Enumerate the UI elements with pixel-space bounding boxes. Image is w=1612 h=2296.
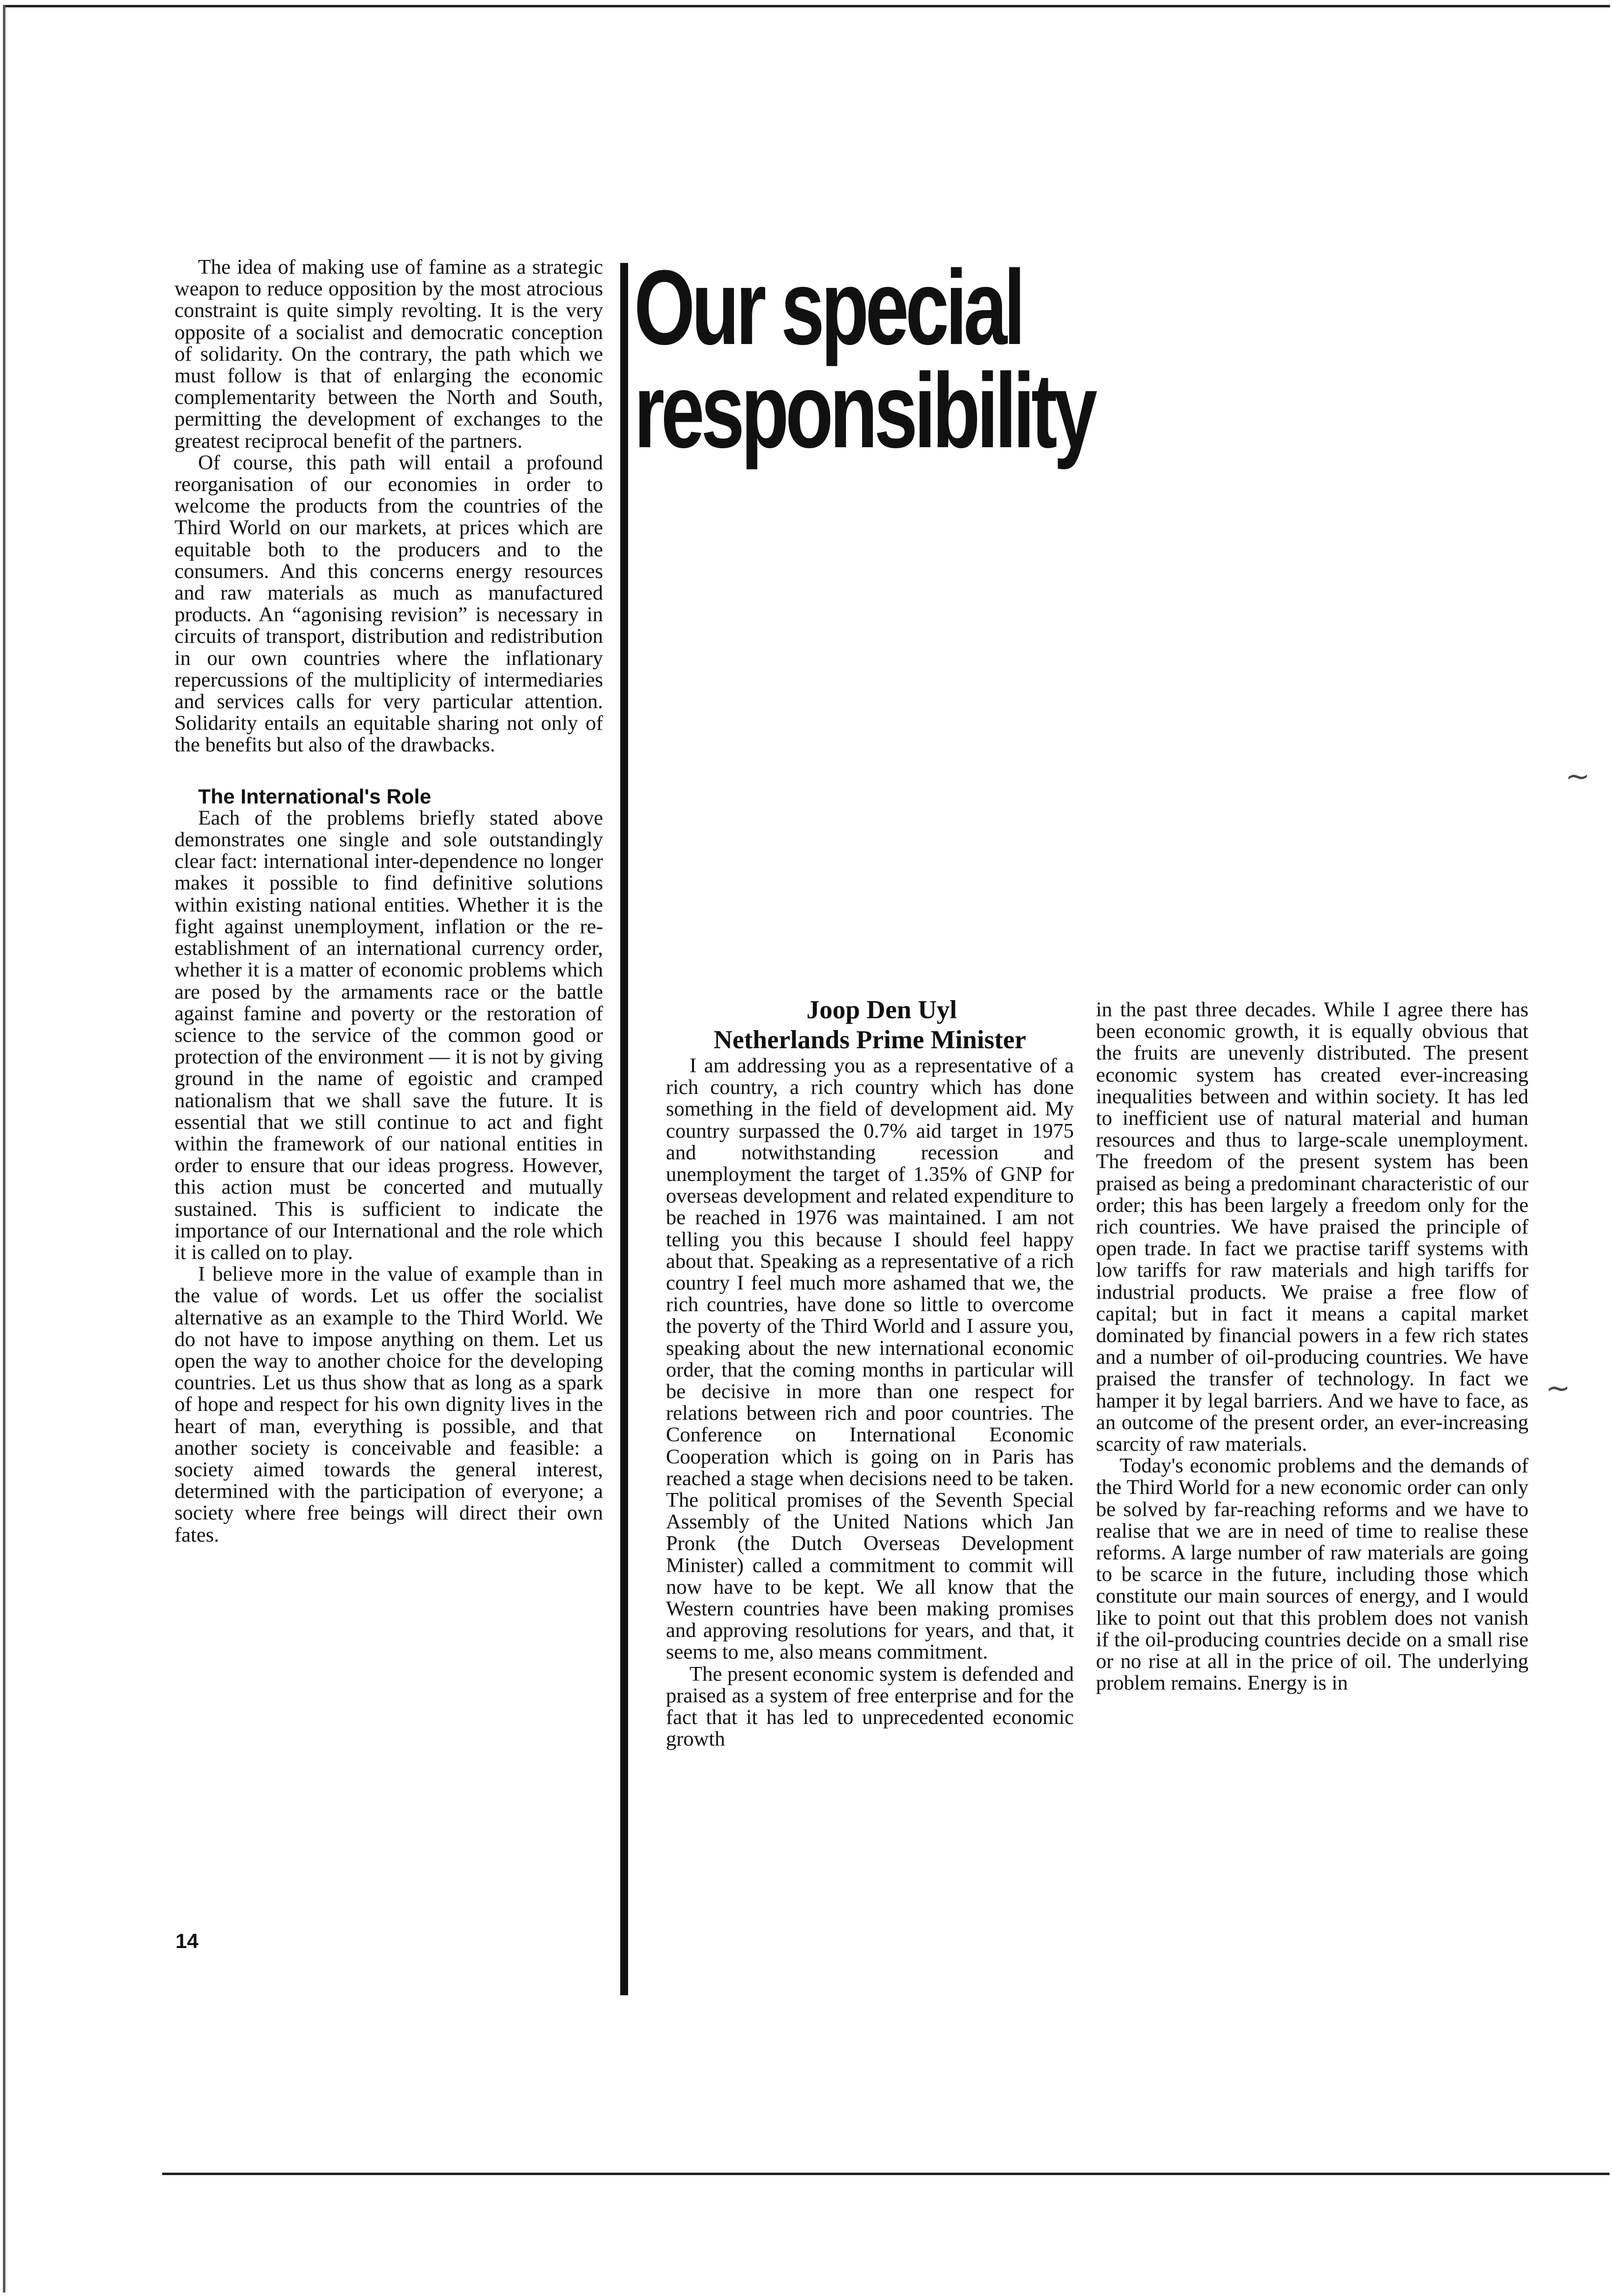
title-line-1: Our special (634, 248, 1022, 367)
col2-paragraph-2: The present economic system is defended and praised as a system of free enterprise and for the fact that it has led to unprecedented economic growth (666, 1662, 1074, 1751)
section-heading: The International's Role (198, 784, 432, 808)
page-number: 14 (175, 1929, 199, 1952)
byline-name: Joop Den Uyl (806, 996, 957, 1024)
col3-paragraph-1: in the past three decades. While I agree there has been economic growth, it is equally obvious that the fruits are unevenly distributed. The present economic system has created ever-increasing inequalities between and within society. It has led to inefficient use of natural material and human resources and thus to large-scale unemployment. The freedom of the present system has been praised as being a predominant characteristic of our order; this has been largely a freedom only for the rich countries. We have praised the principle of open trade. In fact we practise tariff systems with low tariffs for raw materials and high tariffs for industrial products. We praise a free flow of capital; but in fact it means a capital market dominated by financial powers in a few rich states and a number of oil-producing countries. We have praised the transfer of technology. In fact we hamper it by legal barriers. And we have to face, as an outcome of the present order, an ever-increasing scarcity of raw materials. (1096, 998, 1528, 1456)
left-column (174, 257, 603, 1546)
scan-mark: ~ (1546, 1371, 1571, 1406)
scan-border-top (3, 5, 1610, 7)
col2-paragraph-1: I am addressing you as a representative of a rich country, a rich country which has done something in the field of development aid. My country surpassed the 0.7% aid target in 1975 and notwithstanding recession and unemployment the target of 1.35% of GNP for overseas development and related expenditure to be reached in 1976 was maintained. I am not telling you this because I should feel happy about that. Speaking as a representative of a rich country I feel much more ashamed that we, the rich countries, have done so little to overcome the poverty of the Third World and I assure you, speaking about the new international economic order, that the coming months in particular will be decisive in more than one respect for relations between rich and poor countries. The Conference on International Economic Cooperation which is going on in Paris has reached a stage when decisions need to be taken. The political promises of the Seventh Special Assembly of the United Nations which Jan Pronk (the Dutch Overseas Development Minister) called a commitment to commit will now have to be kept. We all know that the Western countries have been making promises and approving resolutions for years, and that, it seems to me, also means commitment. (666, 1054, 1074, 1664)
scan-mark: ~ (1565, 759, 1590, 794)
footer-rule (162, 2173, 1610, 2175)
col3-paragraph-2: Today's economic problems and the demands of the Third World for a new economic order can only be solved by far-reaching reforms and we have to realise that we are in need of time to realise these reforms. A large number of raw materials are going to be scarce in the future, including those which constitute our main sources of energy, and I would like to point out that this problem does not vanish if the oil-producing countries decide on a small rise or no rise at all in the price of oil. The underlying problem remains. Energy is in (1096, 1454, 1528, 1695)
scan-border-left (3, 5, 5, 2293)
column-divider-bar (620, 263, 628, 1995)
title-line-2: responsibility (634, 351, 1094, 470)
col1-paragraph-2: Of course, this path will entail a profound reorganisation of our economies in order to welcome the products from the countries of the Third World on our markets, at prices which are equitable both to the producers and to the consumers. And this concerns energy resources and raw materials as much as manufactured products. An “agonising revision” is necessary in circuits of transport, distribution and redistribution in our own countries where the inflationary repercussions of the multiplicity of intermediaries and services calls for very particular attention. Solidarity entails an equitable sharing not only of the benefits but also of the drawbacks. (174, 451, 603, 757)
col1-paragraph-4: I believe more in the value of example than in the value of words. Let us offer the socialist alternative as an example to the Third World. We do not have to impose anything on them. Let us open the way to another choice for the developing countries. Let us thus show that as long as a spark of hope and respect for his own dignity lives in the heart of man, everything is possible, and that another society is conceivable and feasible: a society aimed towards the general interest, determined with the participation of everyone; a society where free beings will direct their own fates. (174, 1263, 603, 1547)
section-gap (174, 756, 603, 786)
byline-title: Netherlands Prime Minister (714, 1026, 1026, 1054)
col1-paragraph-3: Each of the problems briefly stated above demonstrates one single and sole outstandingly clear fact: international inter-dependence no longer makes it possible to find definitive solutions within existing national entities. Whether it is the fight against unemployment, inflation or the re-establishment of an international currency order, whether it is a matter of economic problems which are posed by the armaments race or the battle against famine and poverty or the restoration of science to the service of the common good or protection of the environment — it is not by giving ground in the name of egoistic and cramped nationalism that we shall save the future. It is essential that we still continue to act and fight within the framework of our national entities in order to ensure that our ideas progress. However, this action must be concerted and mutually sustained. This is sufficient to indicate the importance of our International and the role which it is called on to play. (174, 806, 603, 1264)
byline (666, 995, 1074, 1055)
article-title (634, 248, 1325, 470)
right-column (1096, 999, 1528, 1694)
col1-paragraph-1: The idea of making use of famine as a strategic weapon to reduce opposition by the most atrocious constraint is quite simply revolting. It is the very opposite of a socialist and democratic conception of solidarity. On the contrary, the path which we must follow is that of enlarging the economic complementarity between the North and South, permitting the development of exchanges to the greatest reciprocal benefit of the partners. (174, 256, 603, 453)
middle-column (666, 995, 1074, 1751)
